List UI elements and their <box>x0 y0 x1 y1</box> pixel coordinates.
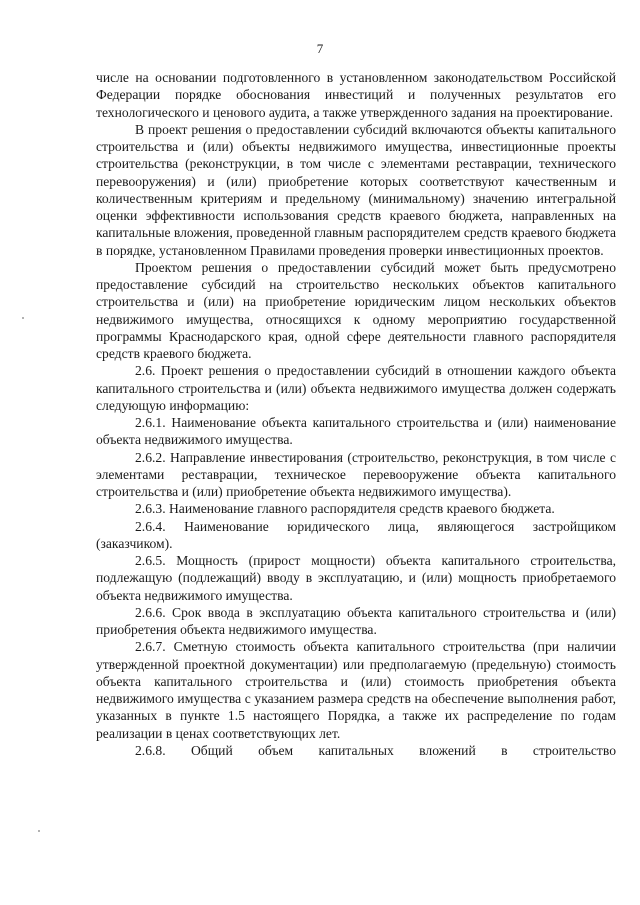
paragraph-multiple-objects: Проектом решения о предоставлении субсидий может быть предусмотрено предоставление субсидий на строительство нескольких объектов капитального строительства и (или) на приобретение юридическим лицом нескольких объектов недвижимого имущества, относящихся к одному мероприятию государственной программы Краснодарского края, одной сфере деятельности главного распорядителя средств краевого бюджета. <box>96 259 616 361</box>
paragraph-2-6-2: 2.6.2. Направление инвестирования (строительство, реконструкция, в том числе с элементами реставрации, техническое перевооружение объекта капитального строительства и (или) приобретение объекта недвижимого имущества). <box>96 449 616 499</box>
paragraph-project-objects: В проект решения о предоставлении субсидий включаются объекты капитального строительства и (или) объекты недвижимого имущества, инвестиционные проекты строительства (реконструкции, в том числе с элементами реставрации, технического перевооружения) и (или) приобретение которых соответствуют качественным и количественным критериям и предельному (минимальному) значению интегральной оценки эффективности использования средств краевого бюджета, направленных на капитальные вложения, проведенной главным распорядителем средств краевого бюджета в порядке, установленном Правилами проведения проверки инвестиционных проектов. <box>96 121 616 258</box>
paragraph-2-6-4: 2.6.4. Наименование юридического лица, являющегося застройщиком (заказчиком). <box>96 518 616 551</box>
paragraph-2-6-3: 2.6.3. Наименование главного распорядителя средств краевого бюджета. <box>135 501 555 517</box>
paragraph-continuation: числе на основании подготовленного в установленном законодательством Российской Федерации порядке обоснования инвестиций и полученных результатов его технологического и ценового аудита, а также утвержденного задания на проектирование. <box>96 70 616 120</box>
scan-speck <box>22 317 24 319</box>
paragraph-2-6: 2.6. Проект решения о предоставлении субсидий в отношении каждого объекта капитального строительства и (или) объекта недвижимого имущества должен содержать следующую информацию: <box>96 363 616 413</box>
scan-speck <box>38 830 40 832</box>
page-number: 7 <box>316 41 324 56</box>
paragraph-2-6-8: 2.6.8. Общий объем капитальных вложений в строительство <box>135 742 616 758</box>
paragraph-2-6-7: 2.6.7. Сметную стоимость объекта капитального строительства (при наличии утвержденной проектной документации) или предполагаемую (предельную) стоимость объекта капитального строительства и (или) стоимость приобретения объекта недвижимого имущества с указанием размера средств на обеспечение выполнения работ, указанных в пункте 1.5 настоящего Порядка, а также их распределение по годам реализации в ценах соответствующих лет. <box>96 639 616 741</box>
document-body <box>96 69 616 759</box>
paragraph-2-6-6: 2.6.6. Срок ввода в эксплуатацию объекта капитального строительства и (или) приобретения объекта недвижимого имущества. <box>96 604 616 637</box>
paragraph-2-6-5: 2.6.5. Мощность (прирост мощности) объекта капитального строительства, подлежащую (подлежащий) вводу в эксплуатацию, и (или) мощность приобретаемого объекта недвижимого имущества. <box>96 553 616 603</box>
paragraph-2-6-1: 2.6.1. Наименование объекта капитального строительства и (или) наименование объекта недвижимого имущества. <box>96 415 616 448</box>
